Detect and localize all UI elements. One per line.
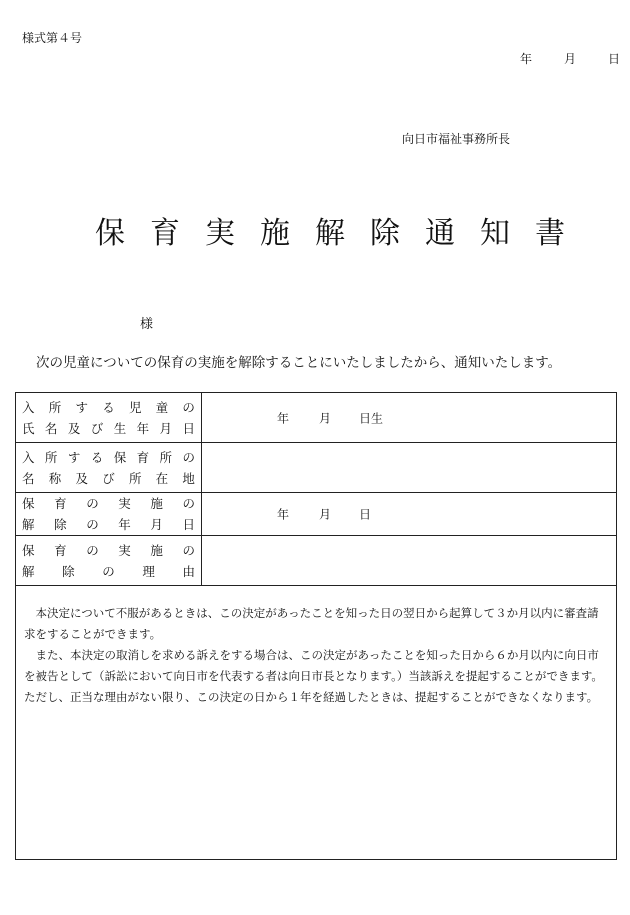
label-line: 氏 名 及 び 生 年 月 日: [22, 420, 195, 436]
table-row-release-date: [16, 493, 617, 536]
birthdate-field[interactable]: [202, 393, 617, 443]
release-date-field[interactable]: [202, 493, 617, 536]
month-label: 月: [319, 411, 332, 425]
form-number: 様式第４号: [22, 31, 83, 45]
title-char: 知: [480, 216, 510, 251]
row-label: [16, 393, 202, 443]
date-year-label: 年: [520, 52, 533, 66]
intro-text: 次の児童についての保育の実施を解除することにいたしましたから、通知いたします。: [36, 355, 562, 371]
label-line: 名 称 及 び 所 在 地: [22, 470, 195, 486]
title-char: 実: [205, 216, 235, 251]
nursery-field[interactable]: [202, 443, 617, 493]
title-char: 通: [425, 216, 455, 251]
release-reason-field[interactable]: [202, 536, 617, 586]
title-char: 除: [370, 216, 400, 251]
document-title: [95, 208, 565, 252]
title-char: 書: [535, 216, 565, 251]
date-day-label: 日: [607, 52, 620, 66]
title-char: 施: [260, 216, 290, 251]
appeal-notice: [15, 585, 617, 860]
issue-date: [520, 50, 620, 67]
recipient-suffix: 様: [140, 317, 154, 332]
label-line: 入 所 す る 児 童 の: [22, 399, 195, 415]
notice-paragraph: また、本決定の取消しを求める訴えをする場合は、この決定があったことを知った日から６か月以内に向日市を被告として（訴訟において向日市を代表する者は向日市長となります。）当該訴えを提起することができます。: [24, 648, 603, 683]
table-row-nursery: [16, 443, 617, 493]
table-row-child-name: [16, 393, 617, 443]
row-label: [16, 493, 202, 536]
year-label: 年: [277, 507, 290, 522]
title-char: 解: [315, 216, 345, 251]
label-line: 保 育 の 実 施 の: [22, 496, 195, 511]
label-line: 解 除 の 理 由: [22, 563, 195, 579]
month-label: 月: [319, 507, 332, 522]
row-label: [16, 536, 202, 586]
label-line: 入 所 す る 保 育 所 の: [22, 449, 195, 465]
title-char: 保: [95, 216, 125, 251]
notice-paragraph: ただし、正当な理由がない限り、この決定の日から１年を経過したときは、提起することができなくなります。: [24, 690, 599, 704]
day-born-label: 日生: [359, 411, 384, 425]
label-line: 解 除 の 年 月 日: [22, 517, 195, 532]
day-label: 日: [359, 507, 372, 522]
info-table: [15, 392, 617, 586]
row-label: [16, 443, 202, 493]
issuer-name: 向日市福祉事務所長: [402, 132, 511, 146]
date-month-label: 月: [563, 52, 576, 66]
year-label: 年: [277, 411, 290, 425]
title-char: 育: [150, 216, 180, 251]
notice-paragraph: 本決定について不服があるときは、この決定があったことを知った日の翌日から起算して３か月以内に審査請求をすることができます。: [24, 606, 599, 641]
table-row-release-reason: [16, 536, 617, 586]
label-line: 保 育 の 実 施 の: [22, 542, 195, 558]
